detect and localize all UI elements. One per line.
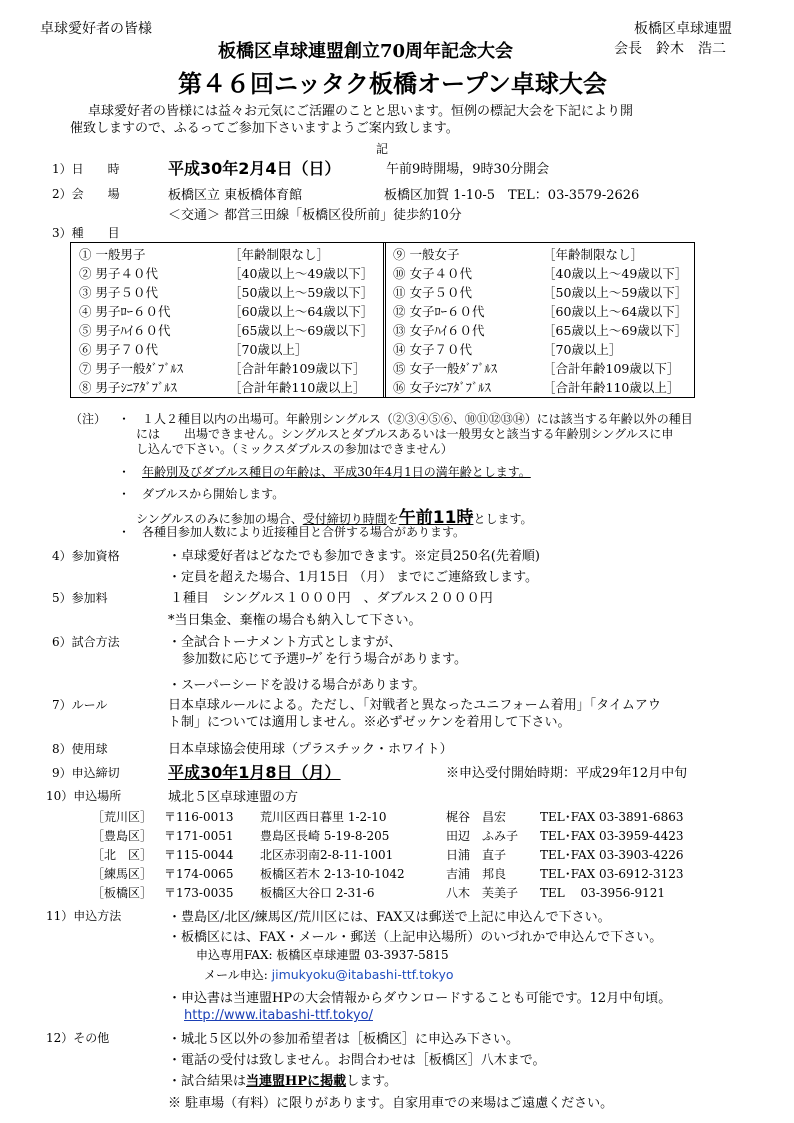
- place-ward: ［板橋区］: [92, 886, 153, 900]
- rules-line-1: 日本卓球ルールによる。ただし、「対戦者と異なったユニフォーム着用」「タイムアウ: [168, 698, 661, 713]
- place-zip: 〒174-0065: [164, 867, 234, 881]
- note-2: ・ 年齢別及びダブルス種目の年齢は、平成30年4月1日の満年齢とします。: [118, 465, 531, 479]
- place-tel: TEL･FAX 03-3903-4226: [540, 848, 684, 862]
- apply-mail: [204, 966, 454, 983]
- venue-access: ＜交通＞ 都営三田線「板橋区役所前」徒歩約10分: [168, 208, 462, 223]
- addressee: 卓球愛好者の皆様: [40, 21, 152, 37]
- category-label: ⑮ 女子一般ﾀﾞﾌﾞﾙｽ: [393, 361, 497, 376]
- method-line-3: ・スーパーシードを設ける場合があります。: [168, 678, 426, 693]
- venue-heading: 2）会 場: [52, 187, 120, 201]
- categories-table: [70, 242, 695, 398]
- note-2-text: 年齢別及びダブルス種目の年齢は、平成30年4月1日の満年齢とします。: [142, 465, 531, 479]
- ki-mark: 記: [376, 142, 389, 156]
- apply-line-2: ・板橋区には、FAX・メール・郵送（上記申込場所）のいづれかで申込んで下さい。: [168, 930, 663, 945]
- category-label: ③ 男子５０代: [79, 285, 158, 300]
- category-age-limit: ［65歳以上～69歳以下］: [229, 323, 374, 338]
- apply-line-3: ・申込書は当連盟HPの大会情報からダウンロードすることも可能です。12月中旬頃。: [168, 991, 672, 1006]
- place-tel: TEL･FAX 03-3959-4423: [540, 829, 684, 843]
- president: 会長 鈴木 浩二: [614, 41, 726, 57]
- note-4-deadline-label: 受付締切り時間: [302, 512, 387, 526]
- page-subtitle: 板橋区卓球連盟創立70周年記念大会: [218, 41, 514, 62]
- other-line-2: ・電話の受付は致しません。お問合わせは［板橋区］八木まで。: [168, 1053, 546, 1068]
- mail-link[interactable]: jimukyoku@itabashi-ttf.tokyo: [271, 967, 454, 982]
- category-label: ⑨ 一般女子: [393, 247, 460, 262]
- note-3: ・ ダブルスから開始します。: [118, 487, 285, 501]
- place-intro: 城北５区卓球連盟の方: [168, 790, 299, 805]
- category-label: ⑭ 女子７０代: [393, 342, 472, 357]
- note-4-deadline-time: 午前11時: [398, 508, 474, 528]
- category-label: ⑦ 男子一般ﾀﾞﾌﾞﾙｽ: [79, 361, 183, 376]
- place-address: 豊島区長崎 5-19-8-205: [260, 829, 390, 843]
- place-ward: ［豊島区］: [92, 829, 153, 843]
- organizer: 板橋区卓球連盟: [634, 21, 732, 37]
- method-heading: 6）試合方法: [52, 635, 120, 649]
- category-label: ⑬ 女子ﾊｲ６０代: [393, 323, 485, 338]
- table-divider: [383, 243, 386, 397]
- website-link[interactable]: http://www.itabashi-ttf.tokyo/: [184, 1008, 373, 1023]
- method-line-2: 参加数に応じて予選ﾘｰｸﾞを行う場合があります。: [182, 652, 467, 667]
- category-label: ② 男子４０代: [79, 266, 158, 281]
- rules-line-2: ト制」については適用しません。※必ずゼッケンを着用して下さい。: [168, 715, 571, 730]
- category-age-limit: ［合計年齢109歳以下］: [229, 361, 366, 376]
- category-label: ④ 男子ﾛｰ６０代: [79, 304, 171, 319]
- fee-line-1: １種目 シングルス１０００円 、ダブルス２０００円: [170, 591, 493, 606]
- category-label: ⑥ 男子７０代: [79, 342, 158, 357]
- place-contact: 日浦 直子: [446, 848, 507, 862]
- eligibility-heading: 4）参加資格: [52, 549, 120, 563]
- place-tel: TEL･FAX 03-6912-3123: [540, 867, 684, 881]
- place-address: 北区赤羽南2-8-11-1001: [260, 848, 394, 862]
- note-4e: とします。: [473, 512, 533, 526]
- place-zip: 〒171-0051: [164, 829, 234, 843]
- place-heading: 10）申込場所: [46, 789, 122, 803]
- place-address: 板橋区若木 2-13-10-1042: [260, 867, 405, 881]
- deadline-heading: 9）申込締切: [52, 766, 120, 780]
- category-age-limit: ［65歳以上～69歳以下］: [543, 323, 688, 338]
- category-label: ⑩ 女子４０代: [393, 266, 472, 281]
- category-label: ① 一般男子: [79, 247, 146, 262]
- page-title: 第４６回ニッタク板橋オープン卓球大会: [178, 69, 607, 98]
- place-zip: 〒115-0044: [164, 848, 234, 862]
- category-age-limit: ［60歳以上～64歳以下］: [543, 304, 688, 319]
- note-5: ・ 各種目参加人数により近接種目と合併する場合があります。: [118, 525, 466, 539]
- event-times: 午前9時開場，9時30分開会: [386, 162, 550, 177]
- event-date: 平成30年2月4日（日）: [168, 159, 341, 178]
- category-age-limit: ［60歳以上～64歳以下］: [229, 304, 374, 319]
- note-4a: シングルスのみに参加の場合、: [136, 512, 303, 526]
- category-label: ⑫ 女子ﾛｰ６０代: [393, 304, 485, 319]
- category-age-limit: ［合計年齢110歳以上］: [229, 380, 366, 395]
- category-label: ⑤ 男子ﾊｲ６０代: [79, 323, 171, 338]
- place-tel: TEL 03-3956-9121: [540, 886, 666, 900]
- note-4c: を: [386, 512, 399, 526]
- note-1c: し込んで下さい。（ミックスダブルスの参加はできません）: [136, 442, 453, 456]
- intro-line-1: 卓球愛好者の皆様には益々お元気にご活躍のことと思います。恒例の標記大会を下記により開: [88, 104, 633, 119]
- note-1a: ・ １人２種目以内の出場可。年齢別シングルス（②③④⑤⑥、⑩⑪⑫⑬⑭）には該当する年齢以外の種目: [118, 412, 693, 426]
- fee-heading: 5）参加料: [52, 591, 108, 605]
- place-ward: ［練馬区］: [92, 867, 153, 881]
- ball-heading: 8）使用球: [52, 742, 108, 756]
- place-contact: 梶谷 昌宏: [446, 810, 507, 824]
- place-address: 荒川区西日暮里 1-2-10: [260, 810, 387, 824]
- eligibility-line-1: ・卓球愛好者はどなたでも参加できます。※定員250名(先着順): [168, 549, 540, 564]
- apply-heading: 11）申込方法: [46, 909, 122, 923]
- deadline-date: 平成30年1月8日（月）: [168, 763, 341, 782]
- place-contact: 田辺 ふみ子: [446, 829, 519, 843]
- rules-heading: 7）ルール: [52, 698, 108, 712]
- category-age-limit: ［50歳以上～59歳以下］: [543, 285, 688, 300]
- place-contact: 八木 芙美子: [446, 886, 519, 900]
- category-label: ⑯ 女子ｼﾆｱﾀﾞﾌﾞﾙｽ: [393, 380, 491, 395]
- place-ward: ［北 区］: [92, 848, 153, 862]
- place-tel: TEL･FAX 03-3891-6863: [540, 810, 684, 824]
- place-ward: ［荒川区］: [92, 810, 153, 824]
- category-age-limit: ［合計年齢109歳以下］: [543, 361, 680, 376]
- apply-line-1: ・豊島区/北区/練馬区/荒川区には、FAX又は郵送で上記に申込んで下さい。: [168, 910, 611, 925]
- fee-line-2: *当日集金、棄権の場合も納入して下さい。: [168, 613, 422, 628]
- category-age-limit: ［合計年齢110歳以上］: [543, 380, 680, 395]
- place-contact: 吉浦 邦良: [446, 867, 507, 881]
- category-age-limit: ［年齢制限なし］: [543, 247, 644, 262]
- notes-label: （注）: [70, 412, 107, 426]
- category-label: ⑧ 男子ｼﾆｱﾀﾞﾌﾞﾙｽ: [79, 380, 177, 395]
- category-age-limit: ［年齢制限なし］: [229, 247, 330, 262]
- deadline-note: ※申込受付開始時期：平成29年12月中旬: [446, 766, 688, 781]
- categories-heading: 3）種 目: [52, 226, 120, 240]
- category-age-limit: ［70歳以上］: [543, 342, 622, 357]
- other-3a: ・試合結果は: [168, 1074, 247, 1089]
- category-age-limit: ［40歳以上～49歳以下］: [543, 266, 688, 281]
- category-age-limit: ［40歳以上～49歳以下］: [229, 266, 374, 281]
- category-label: ⑪ 女子５０代: [393, 285, 472, 300]
- intro-line-2: 催致しますので、ふるってご参加下さいますようご案内致します。: [70, 121, 459, 136]
- category-age-limit: ［50歳以上～59歳以下］: [229, 285, 374, 300]
- other-3c: します。: [346, 1074, 398, 1089]
- other-line-1: ・城北５区以外の参加希望者は［板橋区］に申込み下さい。: [168, 1032, 520, 1047]
- method-line-1: ・全試合トーナメント方式としますが、: [168, 635, 402, 650]
- other-heading: 12）その他: [46, 1031, 110, 1045]
- other-line-3: [168, 1070, 397, 1089]
- place-address: 板橋区大谷口 2-31-6: [260, 886, 375, 900]
- other-line-4: ※ 駐車場（有料）に限りがあります。自家用車での来場はご遠慮ください。: [168, 1096, 614, 1111]
- other-3-highlight: 当連盟HPに掲載: [246, 1074, 347, 1089]
- eligibility-line-2: ・定員を超えた場合、1月15日 （月） までにご連絡致します。: [168, 570, 539, 585]
- venue-name: 板橋区立 東板橋体育館: [168, 188, 303, 203]
- venue-address: 板橋区加賀 1-10-5 TEL：03-3579-2626: [384, 188, 640, 203]
- category-age-limit: ［70歳以上］: [229, 342, 308, 357]
- note-1b: には 出場できません。シングルスとダブルスあるいは一般男女と該当する年齢別シングルスに申: [136, 427, 674, 441]
- place-zip: 〒116-0013: [164, 810, 234, 824]
- apply-fax: 申込専用FAX: 板橋区卓球連盟 03-3937-5815: [196, 948, 449, 962]
- mail-label: メール申込:: [204, 968, 272, 982]
- ball-value: 日本卓球協会使用球（プラスチック・ホワイト）: [168, 742, 453, 757]
- place-zip: 〒173-0035: [164, 886, 234, 900]
- date-heading: 1）日 時: [52, 162, 120, 176]
